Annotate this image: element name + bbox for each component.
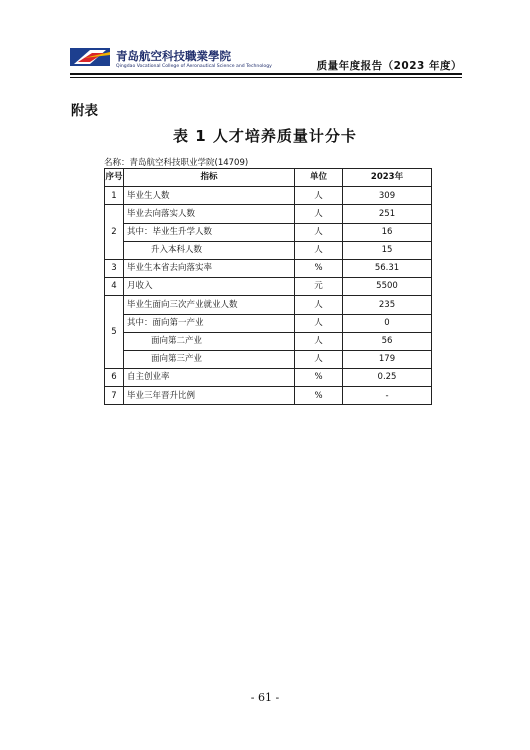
table-row xyxy=(105,332,432,350)
row-indicator: 毕业生面向三次产业就业人数 xyxy=(124,296,295,314)
row-value: 56.31 xyxy=(343,259,432,277)
school-name-cn: 青岛航空科技職業學院 xyxy=(116,49,231,63)
score-card-table xyxy=(104,168,432,405)
row-unit: 人 xyxy=(295,187,343,205)
table-title: 表 1 人才培养质量计分卡 xyxy=(173,127,357,145)
row-value: 56 xyxy=(343,332,432,350)
row-indicator-cell xyxy=(124,332,295,350)
school-name-en: Qingdao Vocational College of Aeronautical Science and Technology xyxy=(116,64,272,69)
row-value: 0 xyxy=(343,314,432,332)
row-indicator: 面向第二产业 xyxy=(151,336,203,347)
row-indicator: 毕业去向落实人数 xyxy=(124,205,295,223)
row-unit: 人 xyxy=(295,223,343,241)
row-indicator: 其中：毕业生升学人数 xyxy=(124,223,295,241)
row-indicator: 毕业三年晋升比例 xyxy=(124,387,295,405)
row-no: 4 xyxy=(105,278,124,296)
header-rule-thin xyxy=(70,77,462,78)
row-no: 3 xyxy=(105,259,124,277)
school-name-label: 名称：青岛航空科技职业学院(14709) xyxy=(104,158,249,168)
appendix-title: 附表 xyxy=(71,103,98,119)
report-title: 质量年度报告（2023 年度） xyxy=(316,60,462,72)
row-unit: % xyxy=(295,387,343,405)
row-value: 5500 xyxy=(343,278,432,296)
header-unit: 单位 xyxy=(295,169,343,187)
table-row xyxy=(105,296,432,314)
row-unit: 人 xyxy=(295,314,343,332)
row-no: 1 xyxy=(105,187,124,205)
row-value: 235 xyxy=(343,296,432,314)
table-row xyxy=(105,314,432,332)
row-indicator: 升入本科人数 xyxy=(151,245,203,256)
header-no: 序号 xyxy=(105,169,124,187)
table-row xyxy=(105,369,432,387)
table-row xyxy=(105,259,432,277)
row-no: 6 xyxy=(105,369,124,387)
table-row xyxy=(105,387,432,405)
college-logo-icon xyxy=(70,46,112,68)
row-indicator: 毕业生本省去向落实率 xyxy=(124,259,295,277)
row-no: 5 xyxy=(105,296,124,369)
row-indicator: 其中：面向第一产业 xyxy=(124,314,295,332)
table-row xyxy=(105,241,432,259)
row-indicator: 月收入 xyxy=(124,278,295,296)
table-row xyxy=(105,278,432,296)
row-value: 309 xyxy=(343,187,432,205)
table-header-row xyxy=(105,169,432,187)
row-unit: % xyxy=(295,259,343,277)
row-value: 15 xyxy=(343,241,432,259)
table-row xyxy=(105,187,432,205)
row-value: 251 xyxy=(343,205,432,223)
header-year: 2023年 xyxy=(343,169,432,187)
row-indicator: 毕业生人数 xyxy=(124,187,295,205)
row-indicator: 自主创业率 xyxy=(124,369,295,387)
row-value: 0.25 xyxy=(343,369,432,387)
row-unit: 人 xyxy=(295,332,343,350)
row-value: - xyxy=(343,387,432,405)
row-value: 179 xyxy=(343,350,432,368)
header-rule-thick xyxy=(70,73,462,75)
row-unit: 人 xyxy=(295,241,343,259)
table-row xyxy=(105,205,432,223)
row-unit: 元 xyxy=(295,278,343,296)
row-unit: 人 xyxy=(295,296,343,314)
row-value: 16 xyxy=(343,223,432,241)
table-row xyxy=(105,350,432,368)
row-no: 7 xyxy=(105,387,124,405)
row-indicator-cell xyxy=(124,350,295,368)
row-unit: 人 xyxy=(295,205,343,223)
header-indicator: 指标 xyxy=(124,169,295,187)
row-unit: 人 xyxy=(295,350,343,368)
row-indicator: 面向第三产业 xyxy=(151,354,203,365)
row-indicator-cell xyxy=(124,241,295,259)
page-number: - 61 - xyxy=(250,691,280,704)
row-no: 2 xyxy=(105,205,124,260)
table-row xyxy=(105,223,432,241)
row-unit: % xyxy=(295,369,343,387)
